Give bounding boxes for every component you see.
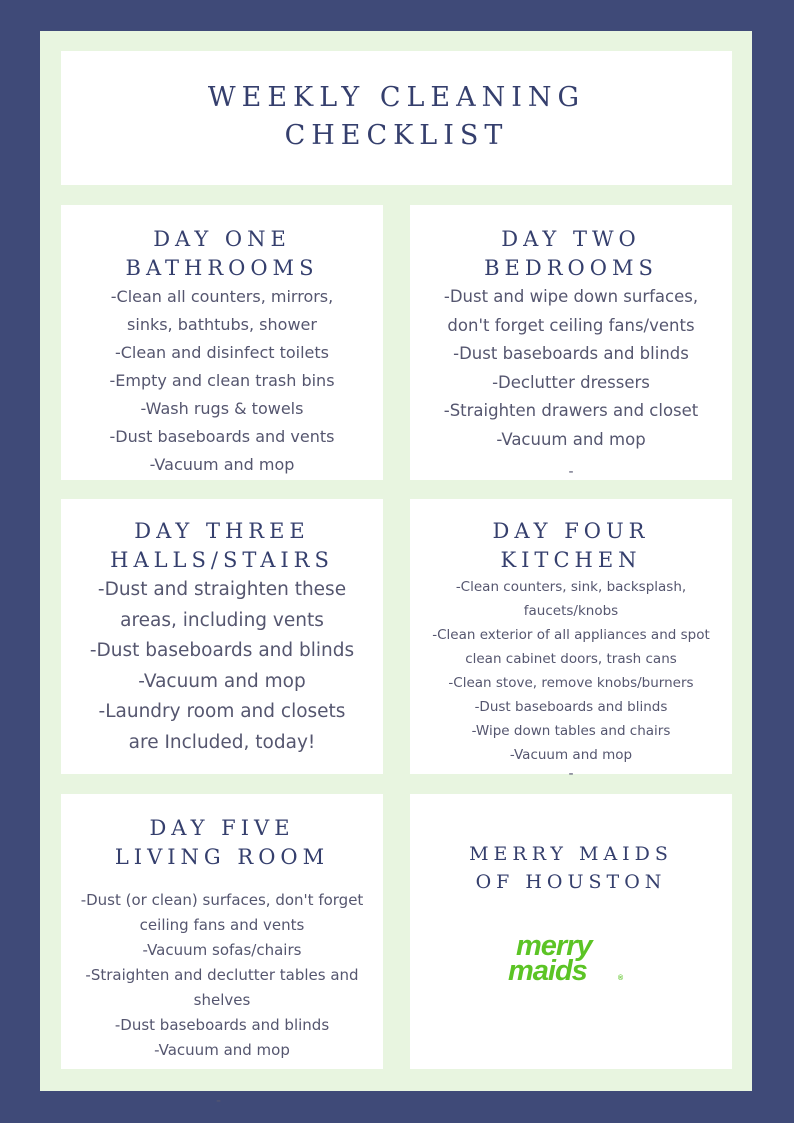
trailing-dash: - (568, 766, 574, 782)
task-list (67, 283, 377, 479)
brand-card (410, 794, 732, 1069)
task-item: -Clean stove, remove knobs/burners (448, 675, 694, 691)
task-item: -Straighten drawers and closet (443, 401, 699, 420)
day-label: DAY THREE (134, 519, 310, 543)
task-list (65, 888, 379, 1063)
day-label: DAY FOUR (492, 519, 650, 543)
day-label: DAY ONE (153, 227, 291, 251)
task-item: -Dust baseboards and blinds (114, 1016, 330, 1034)
task-item: -Vacuum sofas/chairs (142, 941, 302, 959)
area-label: BEDROOMS (484, 256, 658, 280)
task-item: -Clean counters, sink, backsplash, faucets/knobs (455, 579, 687, 619)
task-item: -Clean all counters, mirrors, sinks, bathtubs, shower (110, 287, 334, 334)
task-list (412, 575, 730, 767)
logo-word-merry: merry (516, 930, 592, 962)
task-item: -Straighten and declutter tables and shelves (85, 966, 359, 1009)
day-three-heading (67, 517, 377, 575)
task-item: -Clean and disinfect toilets (114, 343, 329, 362)
day-three-card (61, 499, 383, 774)
task-item: -Dust baseboards and blinds (89, 640, 355, 661)
logo-word-maids: maids (508, 955, 587, 987)
task-item: -Vacuum and mop (154, 1041, 290, 1059)
task-item: -Dust and straighten these areas, including vents (97, 579, 347, 631)
merry-maids-logo-mark (506, 930, 636, 990)
task-item: -Wipe down tables and chairs (471, 723, 671, 739)
registered-mark: ® (618, 975, 624, 982)
day-four-heading (412, 517, 730, 575)
task-item: -Dust baseboards and blinds (474, 699, 668, 715)
area-label: BATHROOMS (125, 256, 319, 280)
task-list (67, 575, 377, 758)
task-item: -Empty and clean trash bins (109, 371, 335, 390)
brand-line-1: MERRY MAIDS (469, 843, 673, 865)
area-label: LIVING ROOM (114, 845, 330, 869)
title-line-2: CHECKLIST (284, 120, 509, 151)
task-item: -Vacuum and mop (149, 455, 295, 474)
trailing-dash: - (568, 464, 574, 480)
area-label: KITCHEN (500, 548, 642, 572)
title-card (61, 51, 732, 185)
page-title (61, 51, 732, 155)
task-item: -Dust (or clean) surfaces, don't forget ceiling fans and vents (80, 891, 364, 934)
day-four-card (410, 499, 732, 782)
merry-maids-logo (416, 930, 726, 990)
task-item: -Vacuum and mop (496, 429, 646, 449)
task-item: -Wash rugs & towels (140, 399, 304, 418)
title-line-1: WEEKLY CLEANING (207, 82, 586, 113)
task-item: -Declutter dressers (492, 372, 650, 392)
day-one-heading (67, 225, 377, 283)
brand-line-2: OF HOUSTON (475, 871, 667, 893)
task-item: -Vacuum and mop (138, 670, 306, 692)
day-five-card (61, 794, 383, 1109)
day-label: DAY FIVE (149, 816, 295, 840)
task-item: -Vacuum and mop (509, 747, 633, 763)
checklist-panel (40, 31, 752, 1109)
task-item: -Dust baseboards and vents (109, 427, 335, 446)
task-item: -Dust baseboards and blinds (453, 344, 689, 363)
area-label: HALLS/STAIRS (110, 548, 334, 572)
day-two-card (410, 205, 732, 480)
brand-name (416, 840, 726, 896)
task-item: -Laundry room and closets are Included, today! (98, 701, 346, 753)
task-item: -Clean exterior of all appliances and spot clean cabinet doors, trash cans (432, 627, 710, 667)
day-label: DAY TWO (501, 227, 641, 251)
day-five-heading (65, 814, 379, 872)
task-list (416, 283, 726, 454)
trailing-dash: - (216, 1093, 222, 1109)
day-two-heading (416, 225, 726, 283)
task-item: -Dust and wipe down surfaces, don't forget ceiling fans/vents (443, 287, 699, 335)
day-one-card (61, 205, 383, 480)
